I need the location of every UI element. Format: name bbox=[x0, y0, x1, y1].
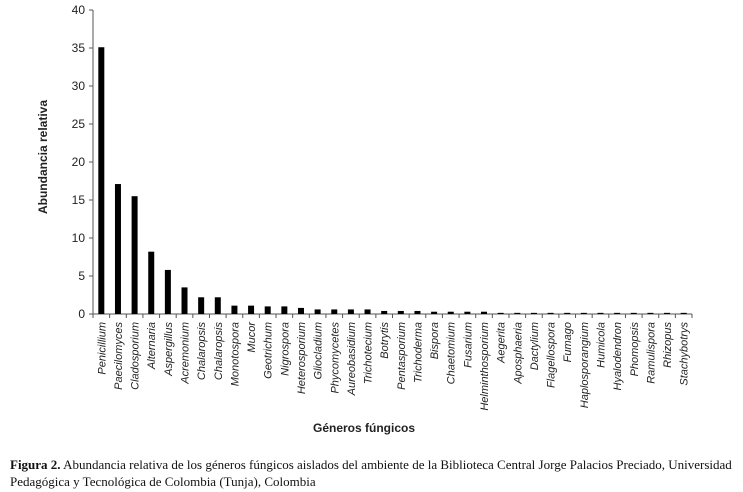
bar bbox=[548, 313, 554, 314]
bar bbox=[281, 306, 287, 314]
x-tick-label: Aspergillus bbox=[162, 322, 175, 376]
y-tick-label: 0 bbox=[78, 307, 85, 321]
x-tick-label: Geotrichum bbox=[262, 322, 275, 379]
bar bbox=[464, 312, 470, 314]
x-tick-label: Mucor bbox=[246, 322, 259, 353]
x-tick-label: Chalaropsis bbox=[196, 322, 209, 381]
bar bbox=[132, 196, 138, 314]
bar bbox=[182, 287, 188, 314]
x-tick-label: Botrytis bbox=[379, 322, 392, 359]
x-tick-label: Ramulispora bbox=[645, 322, 658, 384]
bar bbox=[498, 313, 504, 314]
y-tick-label: 25 bbox=[71, 117, 85, 131]
bar bbox=[614, 313, 620, 314]
x-tick-label: Aposphaeria bbox=[512, 322, 525, 384]
bar bbox=[365, 309, 371, 314]
y-tick-label: 5 bbox=[78, 269, 85, 283]
x-tick-label: Heterosporium bbox=[295, 322, 308, 395]
x-tick-label: Aureobasidium bbox=[345, 322, 358, 396]
x-tick-label: Humicola bbox=[595, 322, 608, 368]
x-tick-label: Helminthosporium bbox=[479, 322, 492, 411]
bar bbox=[165, 270, 171, 314]
y-axis-title: Abundancia relativa bbox=[36, 99, 50, 215]
x-tick-label: Penicillium bbox=[96, 322, 109, 375]
x-tick-label: Cladosporium bbox=[129, 322, 142, 390]
bar bbox=[681, 313, 687, 314]
x-tick-label: Pentasporium bbox=[395, 322, 408, 390]
bar bbox=[514, 313, 520, 314]
x-tick-label: Hyalodendron bbox=[612, 322, 625, 391]
y-tick-label: 15 bbox=[71, 193, 85, 207]
caption-label: Figura 2. bbox=[10, 457, 61, 472]
x-tick-label: Stachybotrys bbox=[678, 322, 691, 386]
x-tick-label: Phycomycetes bbox=[329, 322, 342, 394]
bar bbox=[664, 313, 670, 314]
bar bbox=[231, 306, 237, 314]
y-tick-label: 30 bbox=[71, 79, 85, 93]
x-tick-labels bbox=[96, 321, 690, 411]
y-axis bbox=[72, 3, 93, 321]
bar bbox=[481, 312, 487, 314]
x-tick-label: Haplosporangium bbox=[578, 322, 591, 409]
bar bbox=[631, 313, 637, 314]
bar bbox=[597, 313, 603, 314]
figure-caption bbox=[10, 456, 738, 490]
x-tick-label: Flagellospora bbox=[545, 322, 558, 389]
bar bbox=[98, 47, 104, 314]
bar bbox=[431, 312, 437, 314]
bar bbox=[148, 252, 154, 314]
bar bbox=[198, 297, 204, 314]
x-tick-label: Rhizopus bbox=[662, 322, 675, 368]
x-tick-label: Fusarium bbox=[462, 322, 475, 368]
bar bbox=[381, 311, 387, 314]
bar bbox=[414, 311, 420, 314]
x-tick-label: Monotospora bbox=[229, 322, 242, 387]
x-tick-label: Chaetomium bbox=[445, 321, 458, 385]
bar bbox=[265, 306, 271, 314]
bar bbox=[315, 309, 321, 314]
x-tick-label: Bispora bbox=[429, 322, 442, 360]
bar bbox=[298, 308, 304, 314]
y-tick-label: 35 bbox=[71, 41, 85, 55]
y-tick-label: 20 bbox=[71, 155, 85, 169]
bar bbox=[248, 306, 254, 314]
x-tick-label: Aegerita bbox=[495, 322, 508, 363]
x-axis bbox=[93, 314, 692, 318]
bar bbox=[564, 313, 570, 314]
bar bbox=[115, 184, 121, 314]
x-tick-label: Trichoderma bbox=[412, 322, 425, 383]
x-tick-label: Paecilomyces bbox=[112, 322, 125, 390]
x-tick-label: Nigrospora bbox=[279, 322, 292, 376]
bar bbox=[331, 309, 337, 314]
bar bbox=[531, 313, 537, 314]
y-tick-label: 10 bbox=[71, 231, 85, 245]
x-tick-label: Dactylium bbox=[528, 322, 541, 371]
x-tick-label: Chalaropsis bbox=[212, 322, 225, 381]
caption-text: Abundancia relativa de los géneros fúngicos aislados del ambiente de la Biblioteca Central Jorge Palacios Preciado, Universidad Pedagógica y Tecnológica de Colombia (Tunja), Colombia bbox=[10, 457, 732, 489]
bars bbox=[98, 47, 686, 314]
x-tick-label: Acremonium bbox=[179, 322, 192, 384]
x-tick-label: Gliocladium bbox=[312, 322, 325, 380]
bar bbox=[581, 313, 587, 314]
y-tick-label: 40 bbox=[71, 3, 85, 17]
x-tick-label: Phomopsis bbox=[628, 322, 641, 377]
x-tick-label: Fumago bbox=[562, 322, 575, 363]
bar bbox=[398, 311, 404, 314]
x-tick-label: Alternaria bbox=[146, 322, 159, 370]
bar bbox=[647, 313, 653, 314]
x-tick-label: Trichotecium bbox=[362, 322, 375, 385]
bar bbox=[348, 309, 354, 314]
bar bbox=[448, 312, 454, 314]
bar bbox=[215, 297, 221, 314]
x-axis-title: Géneros fúngicos bbox=[312, 421, 416, 435]
